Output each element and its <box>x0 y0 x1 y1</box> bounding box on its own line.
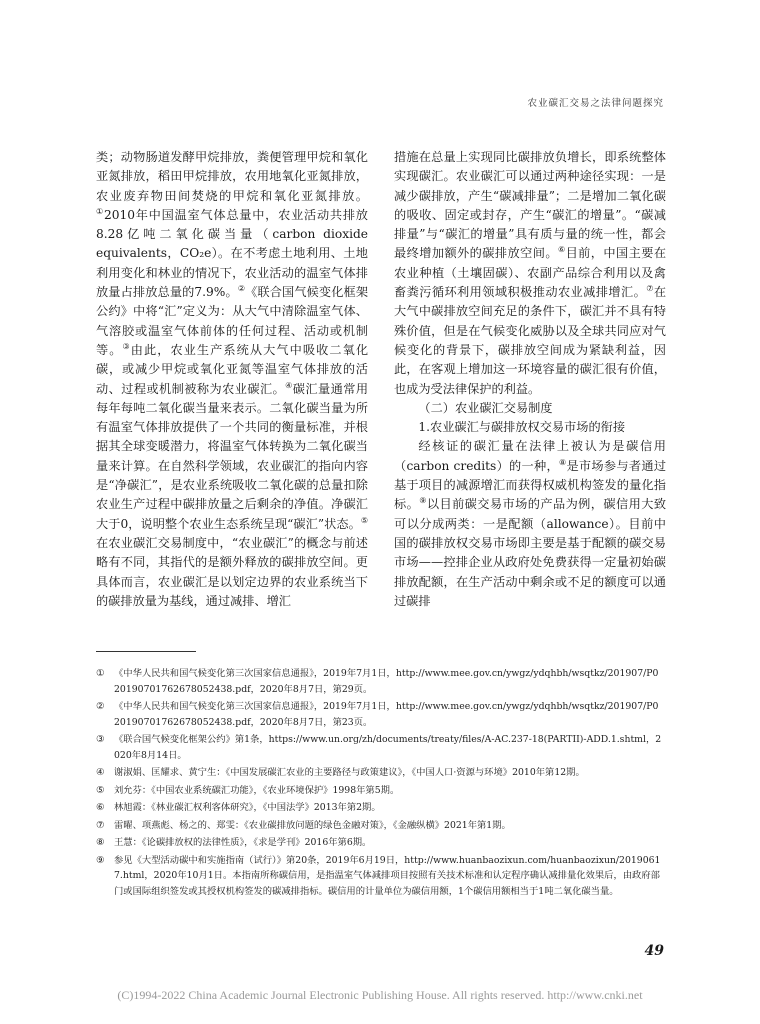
subsection-heading: 1.农业碳汇与碳排放权交易市场的衔接 <box>418 420 626 435</box>
footnote <box>96 732 664 763</box>
footnote-text: 刘允芬：《中国农业系统碳汇功能》，《农业环境保护》1998年第5期。 <box>114 784 400 796</box>
footnote <box>96 818 664 834</box>
footnote-number: ⑧ <box>96 837 105 848</box>
footnote <box>96 853 664 900</box>
footnote-ref[interactable]: ⑥ <box>557 245 566 255</box>
body-paragraph: 措施在总量上实现同比碳排放负增长，即系统整体实现碳汇。农业碳汇可以通过两种途径实现：一是减少碳排放，产生“碳减排量”；二是增加二氧化碳的吸收、固定或封存，产生“碳汇的增量”。“碳减排量”与“碳汇的增量”具有质与量的统一性，都会最终增加额外的碳排放空间。⑥目前，中国主要在农业种植（土壤固碳）、农副产品综合利用以及禽畜粪污循环利用领域积极推动农业减排增汇。⑦在大气中碳排放空间充足的条件下，碳汇并不具有特殊价值，但是在气候变化威胁以及全球共同应对气候变化的背景下，碳排放空间成为紧缺利益，因此，在客观上增加这一环境容量的碳汇很有价值，也成为受法律保护的利益。 <box>394 150 667 396</box>
footnote-text: 参见《大型活动碳中和实施指南（试行）》第20条，2019年6月19日，http://www.huanbaozixun.com/huanbaozixun/20190617.html，2020年10月1日。本指南所称碳信用，是指温室气体减排项目按照有关技术标准和认定程序确认减排量化效果后，由政府部门或国际组织签发或其授权机构签发的碳减排指标。碳信用的计量单位为碳信用额，1个碳信用额相当于1吨二氧化碳当量。 <box>114 854 661 897</box>
footnote-text: 雷曜、项燕彪、杨之的、郑雯：《农业碳排放问题的绿色金融对策》，《金融纵横》2021年第1期。 <box>114 819 511 831</box>
footnote-text: 王慧：《论碳排放权的法律性质》，《求是学刊》2016年第6期。 <box>114 837 372 848</box>
footnote-ref[interactable]: ④ <box>285 380 293 390</box>
footnote-divider <box>96 651 196 652</box>
footnote-number: ⑥ <box>96 802 105 813</box>
footnote <box>96 783 664 799</box>
footnote-ref[interactable]: ⑦ <box>646 284 654 294</box>
footnote <box>96 835 664 851</box>
running-head: 农业碳汇交易之法律问题探究 <box>527 98 664 109</box>
footnote-ref[interactable]: ⑨ <box>419 496 427 506</box>
footnote-number: ① <box>96 668 105 679</box>
footnotes <box>96 666 664 901</box>
footnote-ref[interactable]: ③ <box>122 341 131 351</box>
footnote-ref[interactable]: ① <box>96 206 104 216</box>
footnote-text: 《中华人民共和国气候变化第三次国家信息通报》，2019年7月1日，http://www.mee.gov.cn/ywgz/ydqhbh/wsqtkz/201907/P020190701762678052438.pdf，2020年8月7日，第23页。 <box>114 701 659 728</box>
copyright-notice: (C)1994-2022 China Academic Journal Electronic Publishing House. All rights reserved. http://www.cnki.net <box>117 988 643 1002</box>
right-column <box>394 148 666 611</box>
footnote-number: ⑨ <box>96 854 105 866</box>
footnote-text: 《联合国气候变化框架公约》第1条，https://www.un.org/zh/documents/treaty/files/A-AC.237-18(PARTII)-ADD.1.shtml，2020年8月14日。 <box>114 734 662 761</box>
body-paragraph: 经核证的碳汇量在法律上被认为是碳信用（carbon credits）的一种，⑧是市场参与者通过基于项目的减源增汇而获得权威机构签发的量化指标。⑨以目前碳交易市场的产品为例，碳信用大致可以分成两类：一是配额（allowance）。目前中国的碳排放权交易市场即主要是基于配额的碳交易市场——控排企业从政府处免费获得一定量初始碳排放配额，在生产活动中剩余或不足的额度可以通过碳排 <box>394 439 667 608</box>
footnote-ref[interactable]: ⑧ <box>558 457 567 467</box>
footnote <box>96 765 664 781</box>
footnote-text: 谢淑娟、匡耀求、黄宁生：《中国发展碳汇农业的主要路径与政策建议》，《中国人口·资源与环境》2010年第12期。 <box>114 767 585 778</box>
footnote <box>96 800 664 816</box>
footnote <box>96 666 664 697</box>
footnote-text: 林旭霞：《林业碳汇权利客体研究》，《中国法学》2013年第2期。 <box>114 802 381 813</box>
page-number: 49 <box>644 943 664 959</box>
footnote-ref[interactable]: ② <box>237 284 246 294</box>
footnote <box>96 699 664 730</box>
footnote-ref[interactable]: ⑤ <box>360 515 368 525</box>
footnote-number: ⑦ <box>96 819 105 831</box>
footnote-number: ⑤ <box>96 784 105 796</box>
section-heading: （二）农业碳汇交易制度 <box>418 400 553 415</box>
footnote-number: ④ <box>96 767 105 778</box>
left-column <box>96 148 368 611</box>
body-paragraph: 类；动物肠道发酵甲烷排放，粪便管理甲烷和氧化亚氮排放，稻田甲烷排放，农用地氧化亚氮排放，农业废弃物田间焚烧的甲烷和氧化亚氮排放。①2010年中国温室气体总量中，农业活动共排放8.28亿吨二氧化碳当量（carbon dioxide equivalents，CO₂e）。在不考虑土地利用、土地利用变化和林业的情况下，农业活动的温室气体排放量占排放总量的7.9%。②《联合国气候变化框架公约》中将“汇”定义为：从大气中清除温室气体、气溶胶或温室气体前体的任何过程、活动或机制等。③由此，农业生产系统从大气中吸收二氧化碳，或减少甲烷或氧化亚氮等温室气体排放的活动、过程或机制被称为农业碳汇。④碳汇量通常用每年每吨二氧化碳当量来表示。二氧化碳当量为所有温室气体排放提供了一个共同的衡量标准，并根据其全球变暖潜力，将温室气体转换为二氧化碳当量来计算。在自然科学领域，农业碳汇的指向内容是“净碳汇”，是农业系统吸收二氧化碳的总量扣除农业生产过程中碳排放量之后剩余的净值。净碳汇大于0，说明整个农业生态系统呈现“碳汇”状态。⑤在农业碳汇交易制度中，“农业碳汇”的概念与前述略有不同，其指代的是额外释放的碳排放空间。更具体而言，农业碳汇是以划定边界的农业系统当下的碳排放量为基线，通过减排、增汇 <box>96 150 369 608</box>
footnote-number: ② <box>96 701 105 712</box>
footnote-number: ③ <box>96 734 105 745</box>
footnote-text: 《中华人民共和国气候变化第三次国家信息通报》，2019年7月1日，http://www.mee.gov.cn/ywgz/ydqhbh/wsqtkz/201907/P020190701762678052438.pdf，2020年8月7日，第29页。 <box>114 668 659 695</box>
